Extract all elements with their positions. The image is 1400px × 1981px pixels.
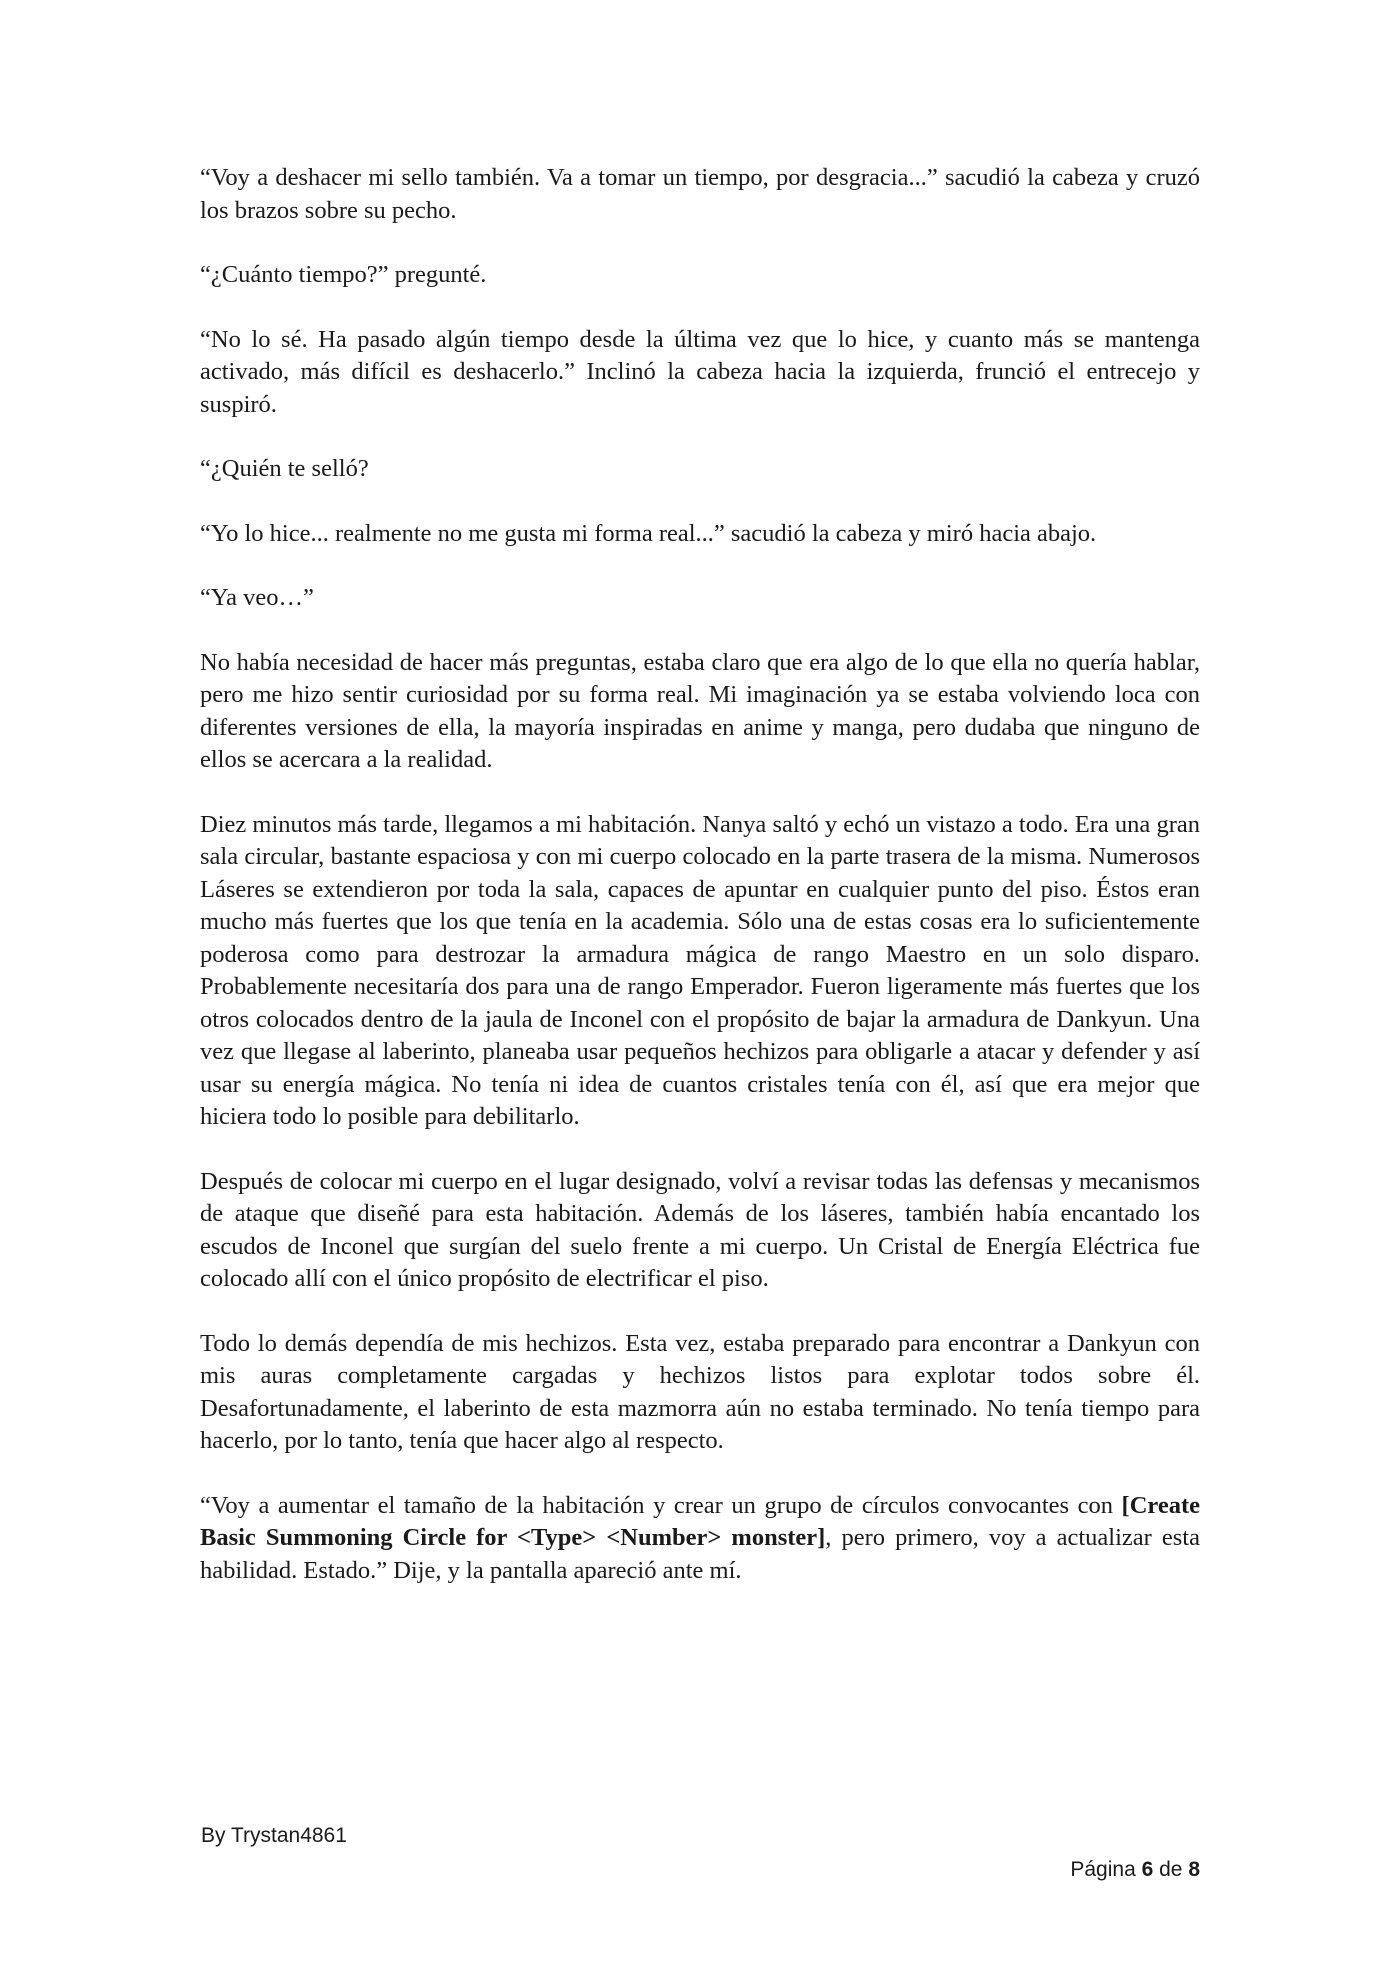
paragraph-2: “¿Cuánto tiempo?” pregunté. xyxy=(200,261,487,288)
paragraph-8: Diez minutos más tarde, llegamos a mi habitación. Nanya saltó y echó un vistazo a todo. Era una gran sala circular, bastante espaciosa y con mi cuerpo colocado en la parte trasera de la misma. Numerosos Láseres se extendieron por toda la sala, capaces de apuntar en cualquier punto del piso. Éstos eran mucho más fuertes que los que tenía en la academia. Sólo una de estas cosas era lo suficientemente poderosa como para destrozar la armadura mágica de rango Maestro en un solo disparo. Probablemente necesitaría dos para una de rango Emperador. Fueron ligeramente más fuertes que los otros colocados dentro de la jaula de Inconel con el propósito de bajar la armadura de Dankyun. Una vez que llegase al laberinto, planeaba usar pequeños hechizos para obligarle a atacar y defender y así usar su energía mágica. No tenía ni idea de cuantos cristales tenía con él, así que era mejor que hiciera todo lo posible para debilitarlo. xyxy=(200,810,1200,1130)
skill-name: [Create Basic Summoning Circle for <Type> <Number> monster] xyxy=(200,1491,1200,1551)
paragraph-5: “Yo lo hice... realmente no me gusta mi forma real...” sacudió la cabeza y miró hacia abajo. xyxy=(200,519,1097,547)
paragraph-1: “Voy a deshacer mi sello también. Va a tomar un tiempo, por desgracia...” sacudió la cabeza y cruzó los brazos sobre su pecho. xyxy=(200,164,1200,224)
footer-author: By Trystan4861 xyxy=(201,1824,347,1847)
page-body xyxy=(200,162,1200,1587)
paragraph-11 xyxy=(200,1490,1200,1588)
page-label: Página xyxy=(1070,1858,1142,1881)
paragraph-11-start: “Voy a aumentar el tamaño de la habitación y crear un grupo de círculos convocantes con xyxy=(200,1491,1122,1519)
paragraph-10: Todo lo demás dependía de mis hechizos. Esta vez, estaba preparado para encontrar a Dankyun con mis auras completamente cargadas y hechizos listos para explotar todos sobre él. Desafortunadamente, el laberinto de esta mazmorra aún no estaba terminado. No tenía tiempo para hacerlo, por lo tanto, tenía que hacer algo al respecto. xyxy=(200,1329,1200,1454)
paragraph-7: No había necesidad de hacer más preguntas, estaba claro que era algo de lo que ella no quería hablar, pero me hizo sentir curiosidad por su forma real. Mi imaginación ya se estaba volviendo loca con diferentes versiones de ella, la mayoría inspiradas en anime y manga, pero dudaba que ninguno de ellos se acercara a la realidad. xyxy=(200,648,1200,773)
paragraph-11-end: , pero primero, voy a actualizar esta habilidad. Estado.” Dije, y la pantalla apareció ante mí. xyxy=(200,1524,1200,1584)
page-current: 6 xyxy=(1141,1858,1154,1881)
page-separator: de xyxy=(1153,1858,1189,1881)
paragraph-9: Después de colocar mi cuerpo en el lugar designado, volví a revisar todas las defensas y mecanismos de ataque que diseñé para esta habitación. Además de los láseres, también había encantado los escudos de Inconel que surgían del suelo frente a mi cuerpo. Un Cristal de Energía Eléctrica fue colocado allí con el único propósito de electrificar el piso. xyxy=(200,1167,1200,1292)
paragraph-6: “Ya veo…” xyxy=(200,584,314,611)
page-total: 8 xyxy=(1188,1858,1200,1881)
paragraph-3: “No lo sé. Ha pasado algún tiempo desde la última vez que lo hice, y cuanto más se mantenga activado, más difícil es deshacerlo.” Inclinó la cabeza hacia la izquierda, frunció el entrecejo y suspiró. xyxy=(200,325,1200,418)
paragraph-4: “¿Quién te selló? xyxy=(200,455,369,482)
page-number xyxy=(1070,1858,1200,1882)
